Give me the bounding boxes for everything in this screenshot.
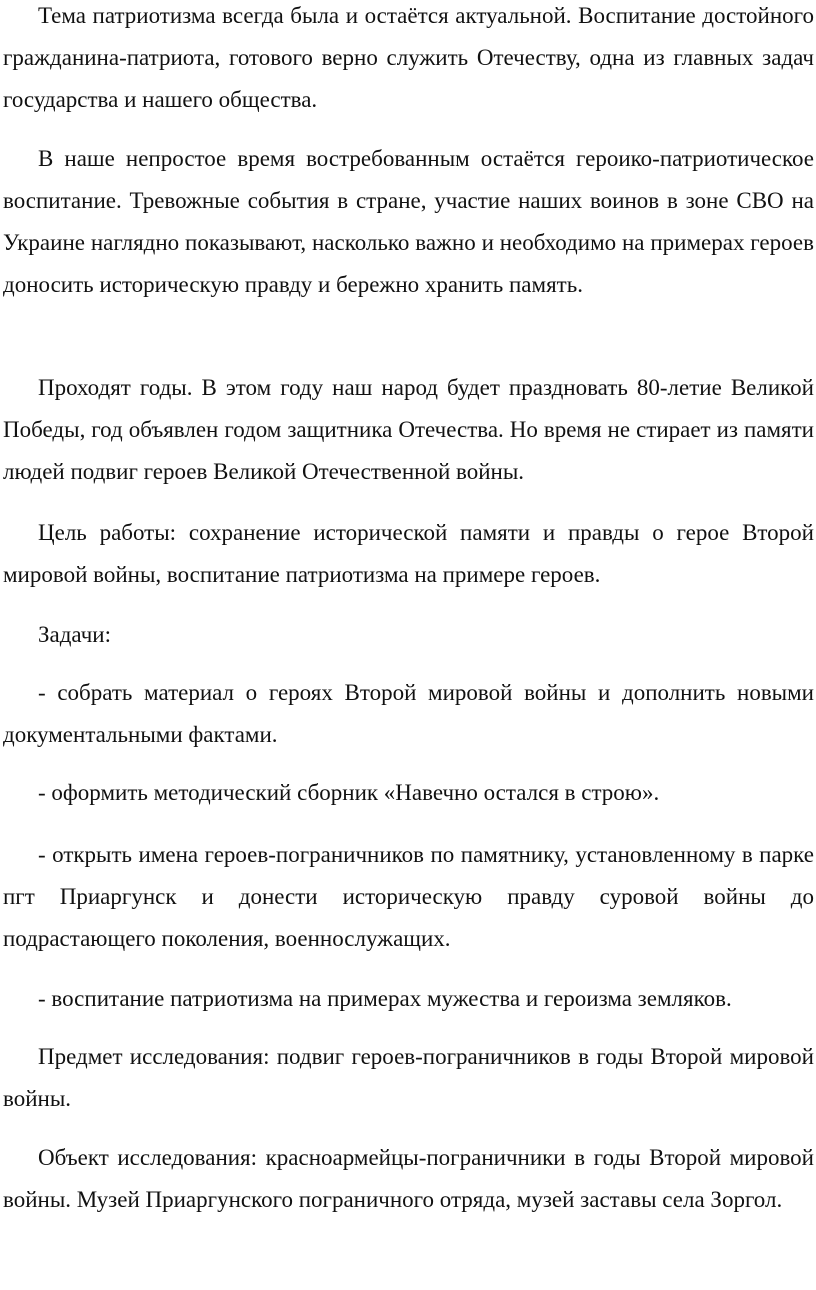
paragraph-research-subject: Предмет исследования: подвиг героев-пограничников в годы Второй мировой войны. (3, 1044, 814, 1111)
paragraph-research-object: Объект исследования: красноармейцы-пограничники в годы Второй мировой войны. Музей Приаргунского пограничного отряда, музей заставы села Зоргол. (3, 1145, 814, 1212)
paragraph-relevance: Тема патриотизма всегда была и остаётся актуальной. Воспитание достойного гражданина-патриота, готового верно служить Отечеству, одна из главных задач государства и нашего общества. (3, 3, 814, 112)
paragraph-task-names: - открыть имена героев-пограничников по памятнику, установленному в парке пгт Приаргунск и донести историческую правду суровой войны до подрастающего поколения, военнослужащих. (3, 842, 814, 951)
paragraph-task-collection: - оформить методический сборник «Навечно остался в строю». (38, 780, 660, 805)
paragraph-goal: Цель работы: сохранение исторической памяти и правды о герое Второй мировой войны, воспитание патриотизма на примере героев. (3, 520, 814, 587)
paragraph-heroic-education: В наше непростое время востребованным остаётся героико-патриотическое воспитание. Тревожные события в стране, участие наших воинов в зоне СВО на Украине наглядно показывают, насколько важно и необходимо на примерах героев доносить историческую правду и бережно хранить память. (3, 146, 814, 297)
paragraph-task-collect: - собрать материал о героях Второй мировой войны и дополнить новыми документальными фактами. (3, 680, 814, 747)
paragraph-task-patriotism: - воспитание патриотизма на примерах мужества и героизма земляков. (38, 986, 732, 1011)
paragraph-victory-anniversary: Проходят годы. В этом году наш народ будет праздновать 80-летие Великой Победы, год объявлен годом защитника Отечества. Но время не стирает из памяти людей подвиг героев Великой Отечественной войны. (3, 375, 814, 484)
paragraph-tasks-heading: Задачи: (38, 622, 111, 647)
